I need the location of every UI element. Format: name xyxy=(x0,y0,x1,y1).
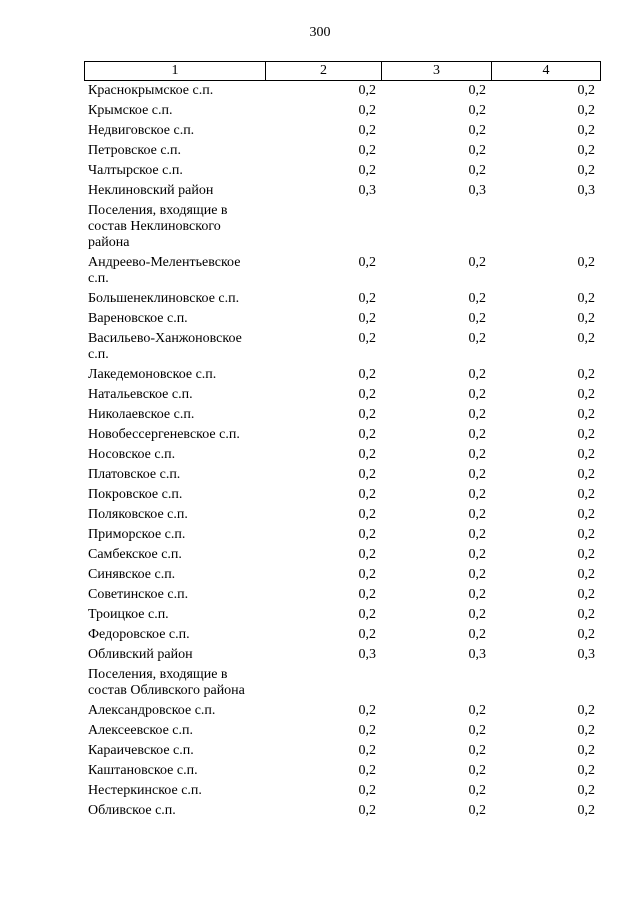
row-value-col4: 0,2 xyxy=(577,627,595,642)
row-name: Советинское с.п. xyxy=(88,587,189,602)
row-value-col4: 0,2 xyxy=(577,427,595,442)
page-number: 300 xyxy=(309,25,331,40)
column-header-1: 1 xyxy=(171,63,179,78)
table-row xyxy=(84,387,601,403)
row-name: Крымское с.п. xyxy=(88,103,173,118)
row-value-col4: 0,2 xyxy=(577,507,595,522)
row-value-col3: 0,3 xyxy=(468,647,486,662)
row-value-col2: 0,2 xyxy=(358,103,376,118)
row-value-col2: 0,2 xyxy=(358,83,376,98)
row-value-col4: 0,3 xyxy=(577,183,595,198)
row-value-col3: 0,2 xyxy=(468,467,486,482)
row-name: Нестеркинское с.п. xyxy=(88,783,202,798)
row-value-col3: 0,2 xyxy=(468,103,486,118)
row-name: Обливский район xyxy=(88,647,193,662)
table-row xyxy=(84,703,601,719)
table-row xyxy=(84,407,601,423)
row-value-col2: 0,2 xyxy=(358,143,376,158)
row-name: Большенеклиновское с.п. xyxy=(88,291,240,306)
row-value-col4: 0,2 xyxy=(577,607,595,622)
row-value-col3: 0,2 xyxy=(468,723,486,738)
table-row xyxy=(84,83,601,99)
row-value-col2: 0,2 xyxy=(358,427,376,442)
row-value-col4 xyxy=(490,667,599,699)
row-value-col4: 0,2 xyxy=(577,723,595,738)
row-value-col3: 0,2 xyxy=(468,367,486,382)
table-row xyxy=(84,447,601,463)
row-value-col2: 0,2 xyxy=(358,255,376,270)
row-value-col2: 0,2 xyxy=(358,783,376,798)
row-value-col4 xyxy=(490,203,599,251)
table-header xyxy=(84,61,601,81)
table-row xyxy=(84,587,601,603)
row-value-col3: 0,2 xyxy=(468,407,486,422)
row-name: Петровское с.п. xyxy=(88,143,182,158)
table-row xyxy=(84,567,601,583)
row-value-col3: 0,2 xyxy=(468,627,486,642)
column-header-2: 2 xyxy=(265,62,381,80)
row-value-col3: 0,2 xyxy=(468,507,486,522)
row-value-col2: 0,2 xyxy=(358,607,376,622)
row-value-col4: 0,2 xyxy=(577,743,595,758)
row-value-col2: 0,2 xyxy=(358,703,376,718)
row-value-col4: 0,2 xyxy=(577,467,595,482)
row-value-col2: 0,2 xyxy=(358,723,376,738)
row-value-col3: 0,2 xyxy=(468,163,486,178)
row-value-col2: 0,3 xyxy=(358,183,376,198)
row-value-col2: 0,2 xyxy=(358,367,376,382)
row-name: Приморское с.п. xyxy=(88,527,186,542)
data-table xyxy=(84,61,601,823)
table-row xyxy=(84,103,601,119)
row-name: Васильево-Ханжоновское с.п. xyxy=(88,331,242,362)
row-name: Андреево-Мелентьевское с.п. xyxy=(88,255,241,286)
row-value-col4: 0,2 xyxy=(577,255,595,270)
row-value-col3: 0,2 xyxy=(468,123,486,138)
table-row xyxy=(84,627,601,643)
table-row xyxy=(84,163,601,179)
table-row xyxy=(84,607,601,623)
column-header-4: 4 xyxy=(491,62,600,80)
table-body xyxy=(84,83,601,819)
table-row xyxy=(84,667,601,699)
table-row xyxy=(84,291,601,307)
row-value-col3: 0,2 xyxy=(468,607,486,622)
row-value-col3: 0,3 xyxy=(468,183,486,198)
table-row xyxy=(84,427,601,443)
row-name: Вареновское с.п. xyxy=(88,311,188,326)
row-name: Николаевское с.п. xyxy=(88,407,195,422)
row-value-col4: 0,2 xyxy=(577,447,595,462)
row-value-col4: 0,2 xyxy=(577,291,595,306)
row-name: Покровское с.п. xyxy=(88,487,183,502)
row-value-col4: 0,2 xyxy=(577,311,595,326)
row-value-col3: 0,2 xyxy=(468,143,486,158)
row-value-col3: 0,2 xyxy=(468,703,486,718)
row-value-col2: 0,2 xyxy=(358,567,376,582)
row-name: Самбекское с.п. xyxy=(88,547,182,562)
row-value-col3: 0,2 xyxy=(468,447,486,462)
row-value-col4: 0,2 xyxy=(577,527,595,542)
row-value-col4: 0,2 xyxy=(577,103,595,118)
table-row xyxy=(84,467,601,483)
row-name: Лакедемоновское с.п. xyxy=(88,367,217,382)
row-name: Караичевское с.п. xyxy=(88,743,194,758)
row-value-col2: 0,2 xyxy=(358,123,376,138)
row-value-col3: 0,2 xyxy=(468,803,486,818)
row-value-col2: 0,2 xyxy=(358,763,376,778)
row-value-col2: 0,2 xyxy=(358,527,376,542)
row-value-col4: 0,2 xyxy=(577,163,595,178)
row-value-col4: 0,2 xyxy=(577,387,595,402)
row-value-col3: 0,2 xyxy=(468,567,486,582)
table-row xyxy=(84,803,601,819)
row-value-col3: 0,2 xyxy=(468,427,486,442)
row-value-col2: 0,2 xyxy=(358,387,376,402)
row-value-col4: 0,2 xyxy=(577,487,595,502)
row-value-col4: 0,2 xyxy=(577,567,595,582)
table-row xyxy=(84,547,601,563)
row-value-col4: 0,2 xyxy=(577,803,595,818)
row-name: Натальевское с.п. xyxy=(88,387,193,402)
row-name: Неклиновский район xyxy=(88,183,214,198)
row-value-col3: 0,2 xyxy=(468,743,486,758)
row-value-col2: 0,2 xyxy=(358,803,376,818)
row-value-col4: 0,2 xyxy=(577,587,595,602)
row-value-col4: 0,2 xyxy=(577,143,595,158)
row-value-col2: 0,3 xyxy=(358,647,376,662)
column-header-3: 3 xyxy=(381,62,491,80)
row-value-col3: 0,2 xyxy=(468,587,486,602)
row-name: Каштановское с.п. xyxy=(88,763,198,778)
row-value-col2: 0,2 xyxy=(358,311,376,326)
row-name: Синявское с.п. xyxy=(88,567,176,582)
row-value-col2: 0,2 xyxy=(358,407,376,422)
row-value-col4: 0,2 xyxy=(577,407,595,422)
row-name: Поселения, входящие в состав Обливского района xyxy=(88,667,245,698)
row-value-col2: 0,2 xyxy=(358,507,376,522)
row-value-col3: 0,2 xyxy=(468,83,486,98)
row-value-col2: 0,2 xyxy=(358,743,376,758)
row-value-col4: 0,2 xyxy=(577,83,595,98)
table-row xyxy=(84,183,601,199)
table-row xyxy=(84,143,601,159)
row-value-col3: 0,2 xyxy=(468,311,486,326)
table-row xyxy=(84,487,601,503)
table-row xyxy=(84,527,601,543)
table-row xyxy=(84,123,601,139)
row-name: Федоровское с.п. xyxy=(88,627,190,642)
row-value-col3: 0,2 xyxy=(468,331,486,346)
row-value-col3: 0,2 xyxy=(468,783,486,798)
row-name: Поселения, входящие в состав Неклиновского района xyxy=(88,203,228,250)
table-row xyxy=(84,783,601,799)
row-name: Новобессергеневское с.п. xyxy=(88,427,240,442)
row-name: Поляковское с.п. xyxy=(88,507,188,522)
table-row xyxy=(84,255,601,287)
row-name: Троицкое с.п. xyxy=(88,607,169,622)
table-row xyxy=(84,743,601,759)
row-value-col4: 0,2 xyxy=(577,331,595,346)
row-value-col3 xyxy=(380,203,490,251)
table-row xyxy=(84,367,601,383)
table-row xyxy=(84,763,601,779)
row-value-col3: 0,2 xyxy=(468,487,486,502)
row-value-col4: 0,2 xyxy=(577,123,595,138)
row-name: Обливское с.п. xyxy=(88,803,176,818)
row-value-col3: 0,2 xyxy=(468,255,486,270)
table-row xyxy=(84,647,601,663)
row-value-col2 xyxy=(264,667,380,699)
row-value-col4: 0,2 xyxy=(577,547,595,562)
row-value-col2: 0,2 xyxy=(358,627,376,642)
row-name: Чалтырское с.п. xyxy=(88,163,183,178)
row-value-col3: 0,2 xyxy=(468,763,486,778)
table-row xyxy=(84,331,601,363)
row-value-col4: 0,2 xyxy=(577,703,595,718)
table-row xyxy=(84,507,601,523)
table-row xyxy=(84,723,601,739)
row-value-col2: 0,2 xyxy=(358,587,376,602)
row-value-col2 xyxy=(264,203,380,251)
row-value-col4: 0,2 xyxy=(577,763,595,778)
row-name: Александровское с.п. xyxy=(88,703,216,718)
row-value-col4: 0,3 xyxy=(577,647,595,662)
row-value-col4: 0,2 xyxy=(577,783,595,798)
row-name: Носовское с.п. xyxy=(88,447,176,462)
row-value-col2: 0,2 xyxy=(358,487,376,502)
row-value-col3 xyxy=(380,667,490,699)
table-row xyxy=(84,203,601,251)
row-name: Алексеевское с.п. xyxy=(88,723,193,738)
row-value-col2: 0,2 xyxy=(358,331,376,346)
row-value-col3: 0,2 xyxy=(468,387,486,402)
row-value-col2: 0,2 xyxy=(358,467,376,482)
row-value-col3: 0,2 xyxy=(468,547,486,562)
row-name: Краснокрымское с.п. xyxy=(88,83,214,98)
row-value-col3: 0,2 xyxy=(468,527,486,542)
row-value-col2: 0,2 xyxy=(358,291,376,306)
table-row xyxy=(84,311,601,327)
row-value-col2: 0,2 xyxy=(358,447,376,462)
row-value-col2: 0,2 xyxy=(358,163,376,178)
row-value-col3: 0,2 xyxy=(468,291,486,306)
row-value-col2: 0,2 xyxy=(358,547,376,562)
row-name: Недвиговское с.п. xyxy=(88,123,195,138)
row-name: Платовское с.п. xyxy=(88,467,181,482)
row-value-col4: 0,2 xyxy=(577,367,595,382)
